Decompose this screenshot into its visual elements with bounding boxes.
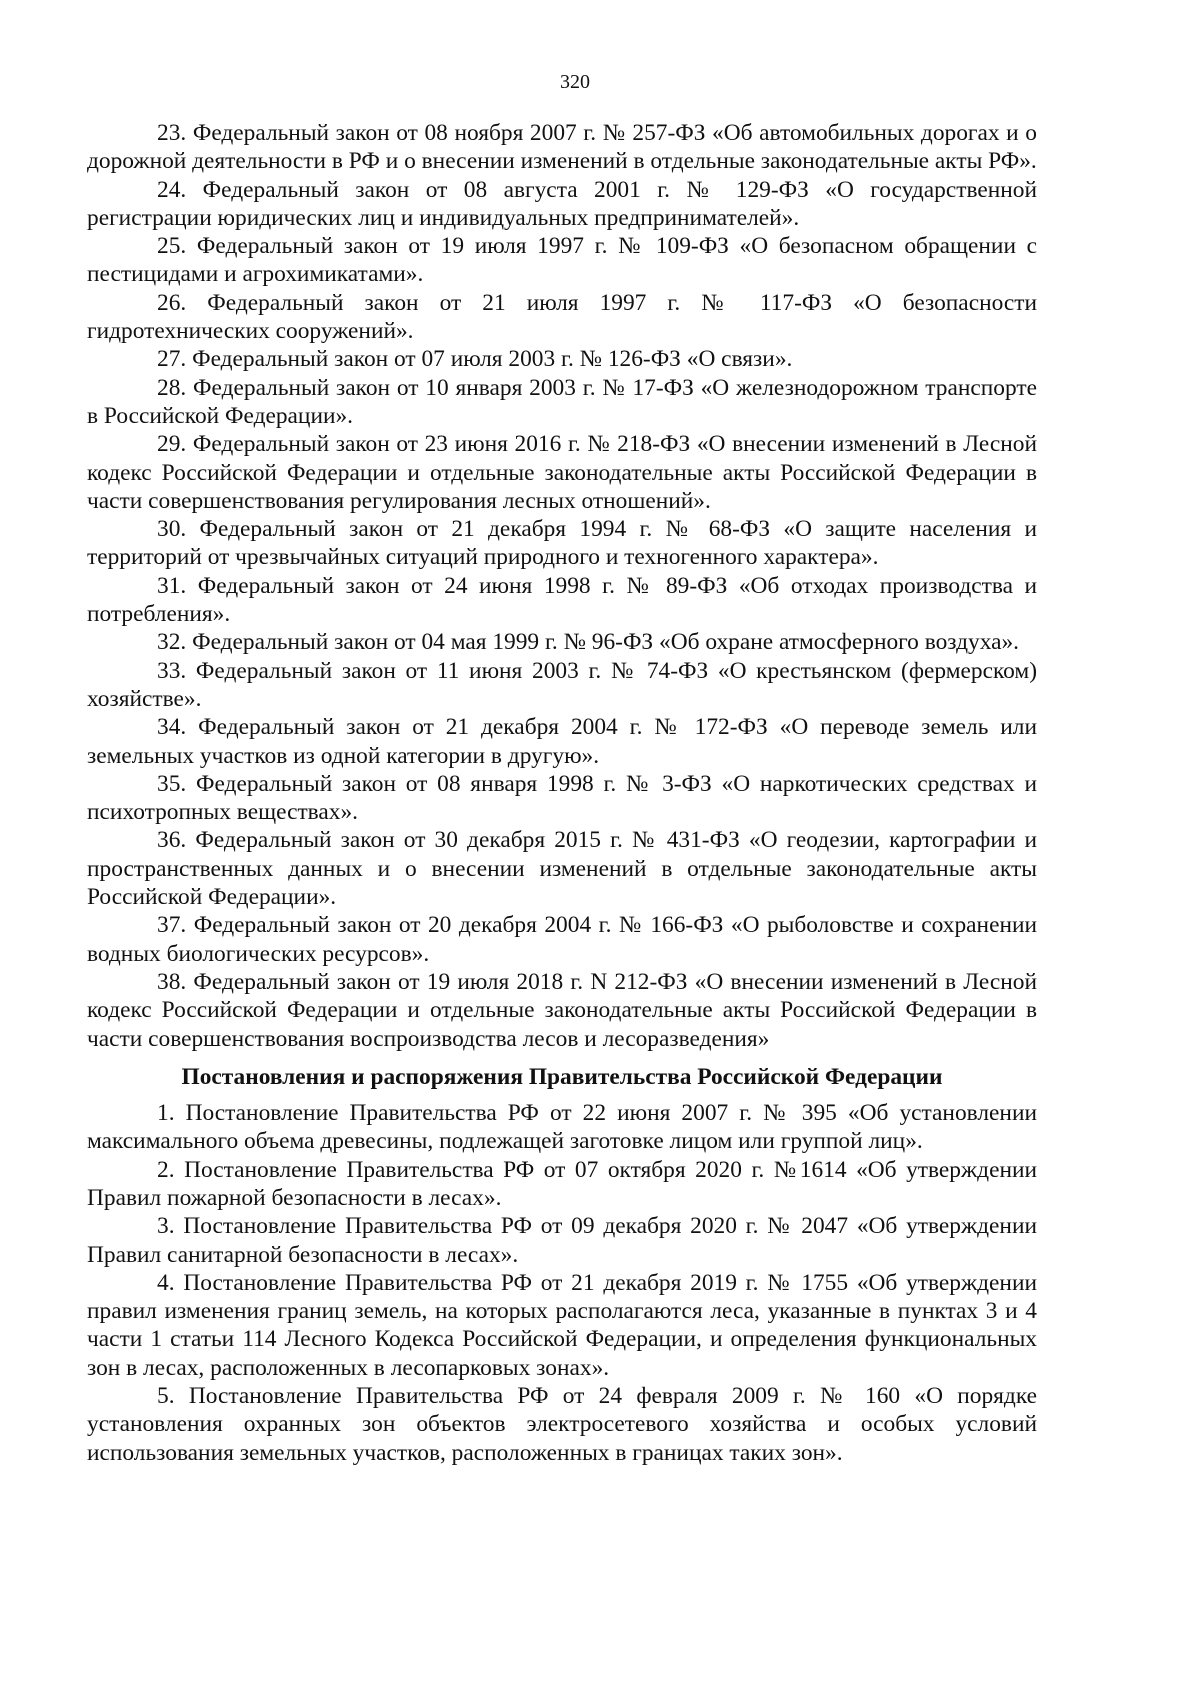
- page-number: 320: [560, 71, 590, 93]
- list-item: 36. Федеральный закон от 30 декабря 2015 г. № 431-ФЗ «О геодезии, картографии и пространственных данных и о внесении изменений в отдельные законодательные акты Российской Федерации».: [87, 827, 1037, 911]
- document-body: [87, 119, 1037, 1467]
- list-item: 5. Постановление Правительства РФ от 24 февраля 2009 г. № 160 «О порядке установления охранных зон объектов электросетевого хозяйства и особых условий использования земельных участков, расположенных в границах таких зон».: [87, 1383, 1037, 1466]
- list-item: 34. Федеральный закон от 21 декабря 2004 г. № 172-ФЗ «О переводе земель или земельных участков из одной категории в другую».: [87, 714, 1037, 769]
- list-item: 33. Федеральный закон от 11 июня 2003 г. № 74-ФЗ «О крестьянском (фермерском) хозяйстве».: [87, 657, 1037, 712]
- list-item: 2. Постановление Правительства РФ от 07 октября 2020 г. №1614 «Об утверждении Правил пожарной безопасности в лесах».: [87, 1156, 1037, 1211]
- section-heading: Постановления и распоряжения Правительства Российской Федерации: [181, 1063, 943, 1090]
- list-item: 26. Федеральный закон от 21 июля 1997 г. № 117-ФЗ «О безопасности гидротехнических сооружений».: [87, 289, 1037, 345]
- government-decrees-list: [87, 1099, 1037, 1467]
- list-item: 32. Федеральный закон от 04 мая 1999 г. № 96-ФЗ «Об охране атмосферного воздуха».: [157, 629, 1020, 656]
- list-item: 23. Федеральный закон от 08 ноября 2007 г. № 257-ФЗ «Об автомобильных дорогах и о дорожной деятельности в РФ и о внесении изменений в отдельные законодательные акты РФ».: [87, 120, 1037, 175]
- list-item: 31. Федеральный закон от 24 июня 1998 г. № 89-ФЗ «Об отходах производства и потребления».: [87, 572, 1037, 628]
- list-item: 35. Федеральный закон от 08 января 1998 г. № 3-ФЗ «О наркотических средствах и психотропных веществах».: [87, 770, 1037, 826]
- list-item: 25. Федеральный закон от 19 июля 1997 г. № 109-ФЗ «О безопасном обращении с пестицидами и агрохимикатами».: [87, 233, 1037, 288]
- list-item: 28. Федеральный закон от 10 января 2003 г. № 17-ФЗ «О железнодорожном транспорте в Российской Федерации».: [87, 374, 1037, 429]
- list-item: 27. Федеральный закон от 07 июля 2003 г. № 126-ФЗ «О связи».: [157, 346, 793, 373]
- list-item: 24. Федеральный закон от 08 августа 2001 г. № 129-ФЗ «О государственной регистрации юридических лиц и индивидуальных предпринимателей».: [87, 176, 1037, 231]
- list-item: 37. Федеральный закон от 20 декабря 2004 г. № 166-ФЗ «О рыболовстве и сохранении водных биологических ресурсов».: [87, 912, 1037, 967]
- list-item: 29. Федеральный закон от 23 июня 2016 г. № 218-ФЗ «О внесении изменений в Лесной кодекс Российской Федерации и отдельные законодательные акты Российской Федерации в части совершенствования регулирования лесных отношений».: [87, 431, 1037, 514]
- list-item: 3. Постановление Правительства РФ от 09 декабря 2020 г. № 2047 «Об утверждении Правил санитарной безопасности в лесах».: [87, 1213, 1037, 1268]
- list-item: 30. Федеральный закон от 21 декабря 1994 г. № 68-ФЗ «О защите населения и территорий от чрезвычайных ситуаций природного и техногенного характера».: [87, 516, 1037, 571]
- list-item: 4. Постановление Правительства РФ от 21 декабря 2019 г. № 1755 «Об утверждении правил изменения границ земель, на которых располагаются леса, указанные в пунктах 3 и 4 части 1 статьи 114 Лесного Кодекса Российской Федерации, и определения функциональных зон в лесах, расположенных в лесопарковых зонах».: [87, 1269, 1037, 1381]
- list-item: 38. Федеральный закон от 19 июля 2018 г. N 212-ФЗ «О внесении изменений в Лесной кодекс Российской Федерации и отдельные законодательные акты Российской Федерации в части совершенствования воспроизводства лесов и лесоразведения»: [87, 968, 1037, 1052]
- federal-laws-list: [87, 119, 1037, 1053]
- list-item: 1. Постановление Правительства РФ от 22 июня 2007 г. № 395 «Об установлении максимального объема древесины, подлежащей заготовке лицом или группой лиц».: [87, 1100, 1037, 1155]
